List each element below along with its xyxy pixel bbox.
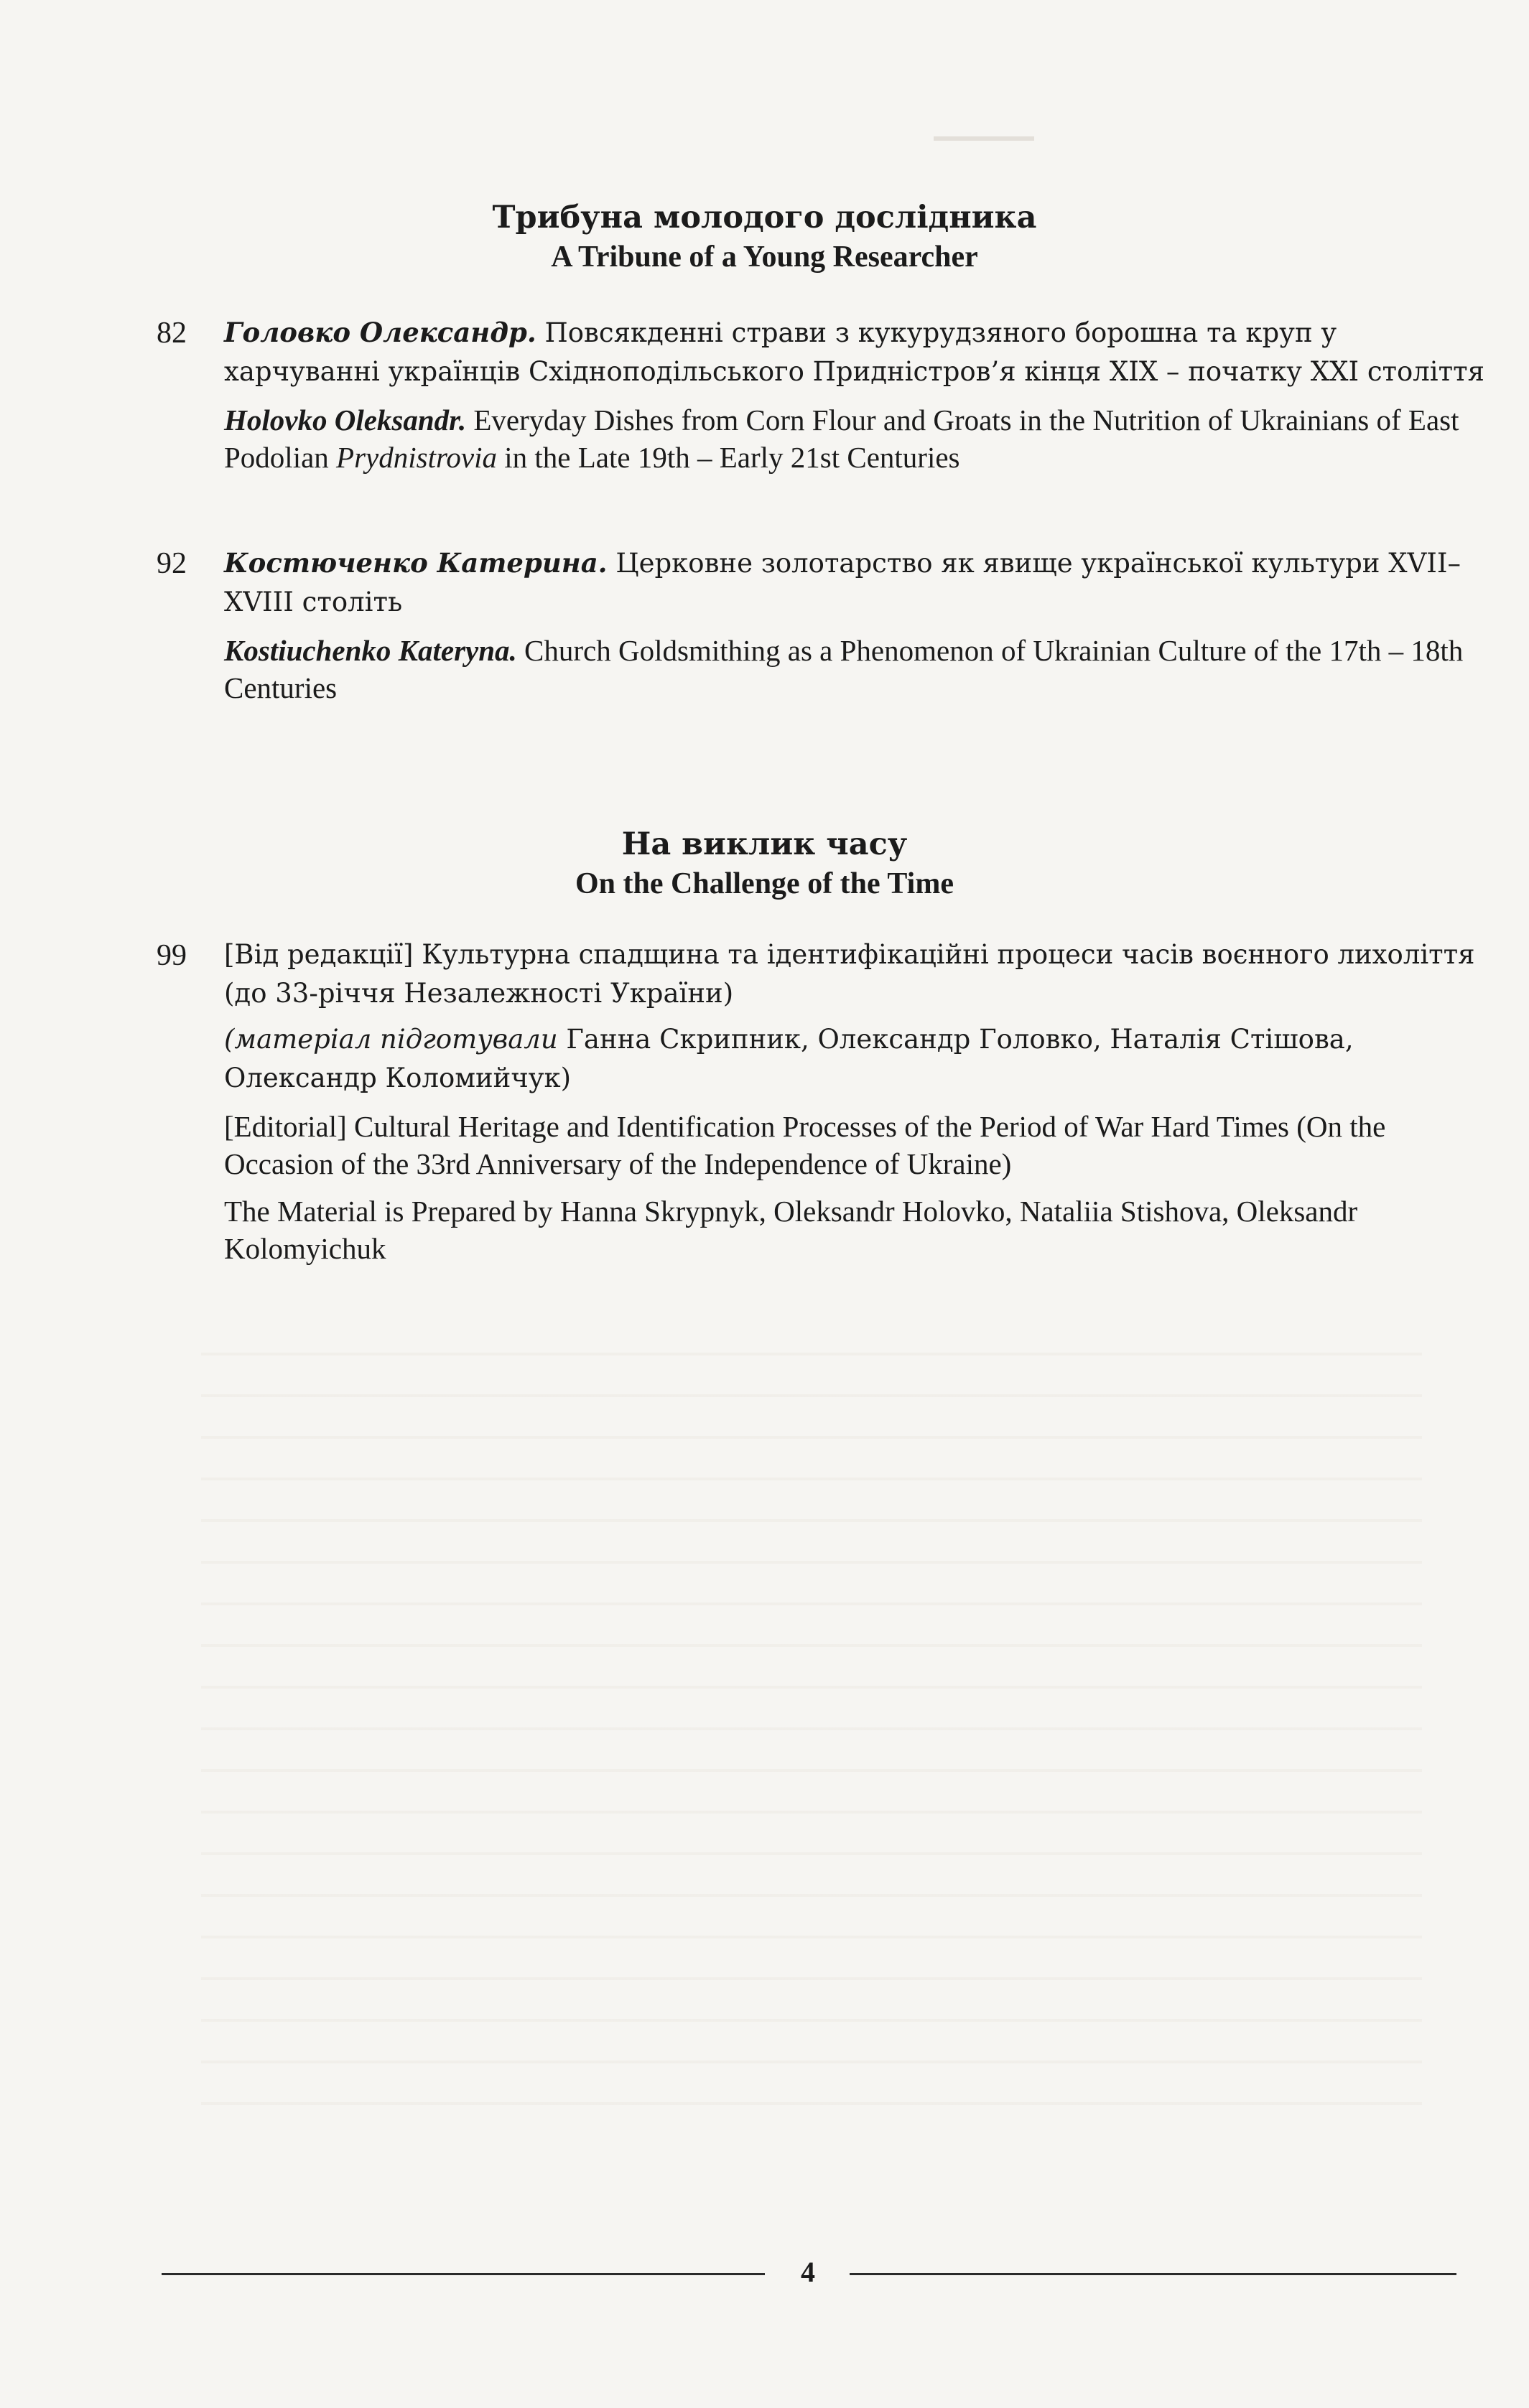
entry-title-ua: [Від редакції] Культурна спадщина та ідентифікаційні процеси часів воєнного лихоліття (до 33-річчя Незалежності України) bbox=[224, 939, 1475, 1009]
section-title-en: A Tribune of a Young Researcher bbox=[551, 241, 978, 274]
entry-prepared-ua: (матеріал підготували Ганна Скрипник, Олександр Головко, Наталія Стішова, Олександр Коломийчук) bbox=[224, 1024, 1354, 1093]
entry-author-ua: Головко Олександр. bbox=[224, 317, 536, 348]
entry-author-en: Kostiuchenko Kateryna. bbox=[224, 634, 517, 667]
entry-title-en: [Editorial] Cultural Heritage and Identification Processes of the Period of War Hard Times (On the Occasion of the 33rd Anniversary of the Independence of Ukraine) bbox=[224, 1110, 1386, 1180]
entry-author-en: Holovko Oleksandr. bbox=[224, 403, 467, 437]
entry-title-ua: Головко Олександр. Повсякденні страви з кукурудзяного борошна та круп у харчуванні українців Східноподільського Придністров’я кінця XIX – початку XXI століття bbox=[224, 317, 1484, 387]
toc-entry[interactable] bbox=[157, 313, 1485, 476]
toc-page-number: 99 bbox=[157, 939, 187, 972]
footer-rule-right bbox=[850, 2273, 1456, 2275]
entry-title-en: Kostiuchenko Kateryna. Church Goldsmithing as a Phenomenon of Ukrainian Culture of the 17th – 18th Centuries bbox=[224, 634, 1464, 704]
toc-page-number: 92 bbox=[157, 547, 187, 580]
toc-entry[interactable] bbox=[157, 543, 1485, 706]
footer-rule-left bbox=[162, 2273, 765, 2275]
section-heading-challenge bbox=[0, 824, 1529, 903]
section-title-ua: Трибуна молодого дослідника bbox=[492, 200, 1037, 235]
section-title-en: On the Challenge of the Time bbox=[575, 867, 954, 900]
entry-title-ua: Костюченко Катерина. Церковне золотарство як явище української культури XVII–XVIII століть bbox=[224, 547, 1461, 617]
bleed-through-mark bbox=[201, 1314, 1422, 2139]
entry-author-ua: Костюченко Катерина. bbox=[224, 547, 608, 579]
entry-title-en: Holovko Oleksandr. Everyday Dishes from Corn Flour and Groats in the Nutrition of Ukrainians of East Podolian Prydnistrovia in the Late 19th – Early 21st Centuries bbox=[224, 403, 1459, 474]
page-number: 4 bbox=[801, 2256, 815, 2288]
section-heading-tribune bbox=[0, 197, 1529, 276]
entry-prepared-en: The Material is Prepared by Hanna Skrypnyk, Oleksandr Holovko, Nataliia Stishova, Oleksandr Kolomyichuk bbox=[224, 1195, 1358, 1265]
section-title-ua: На виклик часу bbox=[621, 826, 908, 862]
bleed-through-mark bbox=[934, 136, 1034, 205]
toc-entry[interactable] bbox=[157, 935, 1485, 1267]
toc-page-number: 82 bbox=[157, 317, 187, 350]
